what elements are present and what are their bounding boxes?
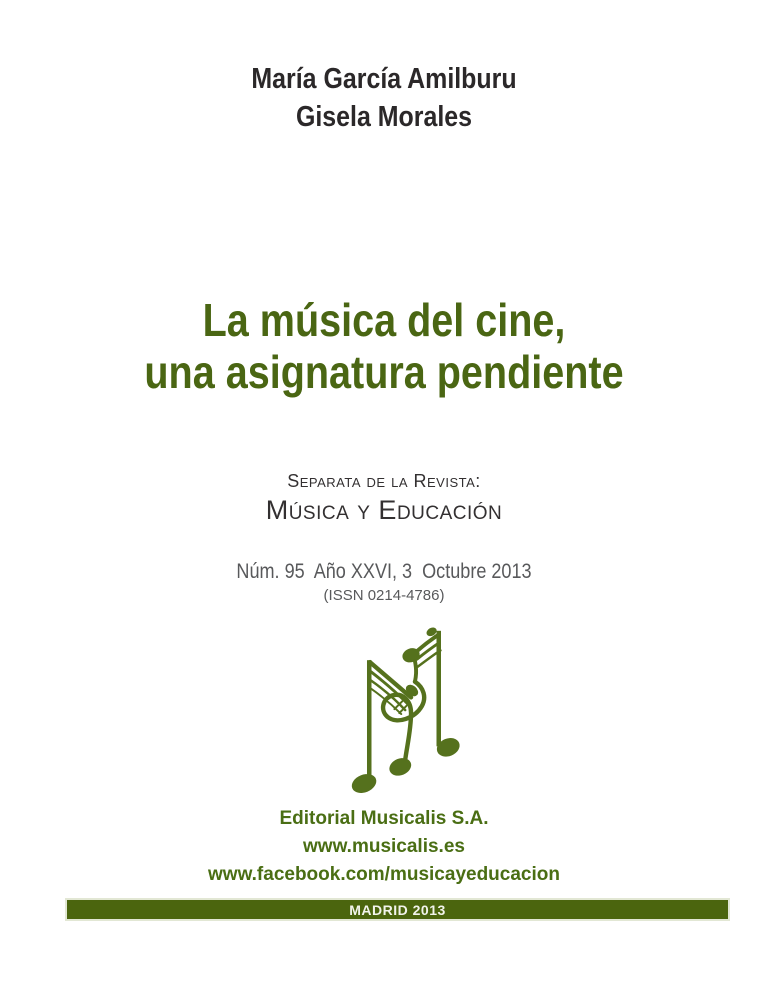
author-name: María García Amilburu xyxy=(251,63,517,95)
series-label: Separata de la Revista: xyxy=(287,471,481,491)
title-line-1: La música del cine, xyxy=(202,294,566,346)
author-name: Gisela Morales xyxy=(295,101,473,133)
cover-title xyxy=(54,294,714,398)
title-line-2: una asignatura pendiente xyxy=(144,346,624,398)
footer-city-year: MADRID 2013 xyxy=(349,901,446,918)
issn-number: (ISSN 0214-4786) xyxy=(323,587,445,604)
m-treble-clef-icon xyxy=(338,622,488,808)
facebook-link[interactable]: www.facebook.com/musicayeducacion xyxy=(208,864,560,885)
publisher-logo xyxy=(338,622,488,808)
website-link[interactable]: www.musicalis.es xyxy=(303,836,465,857)
authors-block xyxy=(54,60,714,136)
footer-bar xyxy=(65,898,730,921)
issue-info: Núm. 95 Año XXVI, 3 Octubre 2013 xyxy=(236,560,532,583)
journal-name: Música y Educación xyxy=(265,495,503,525)
publisher-name: Editorial Musicalis S.A. xyxy=(279,808,489,829)
